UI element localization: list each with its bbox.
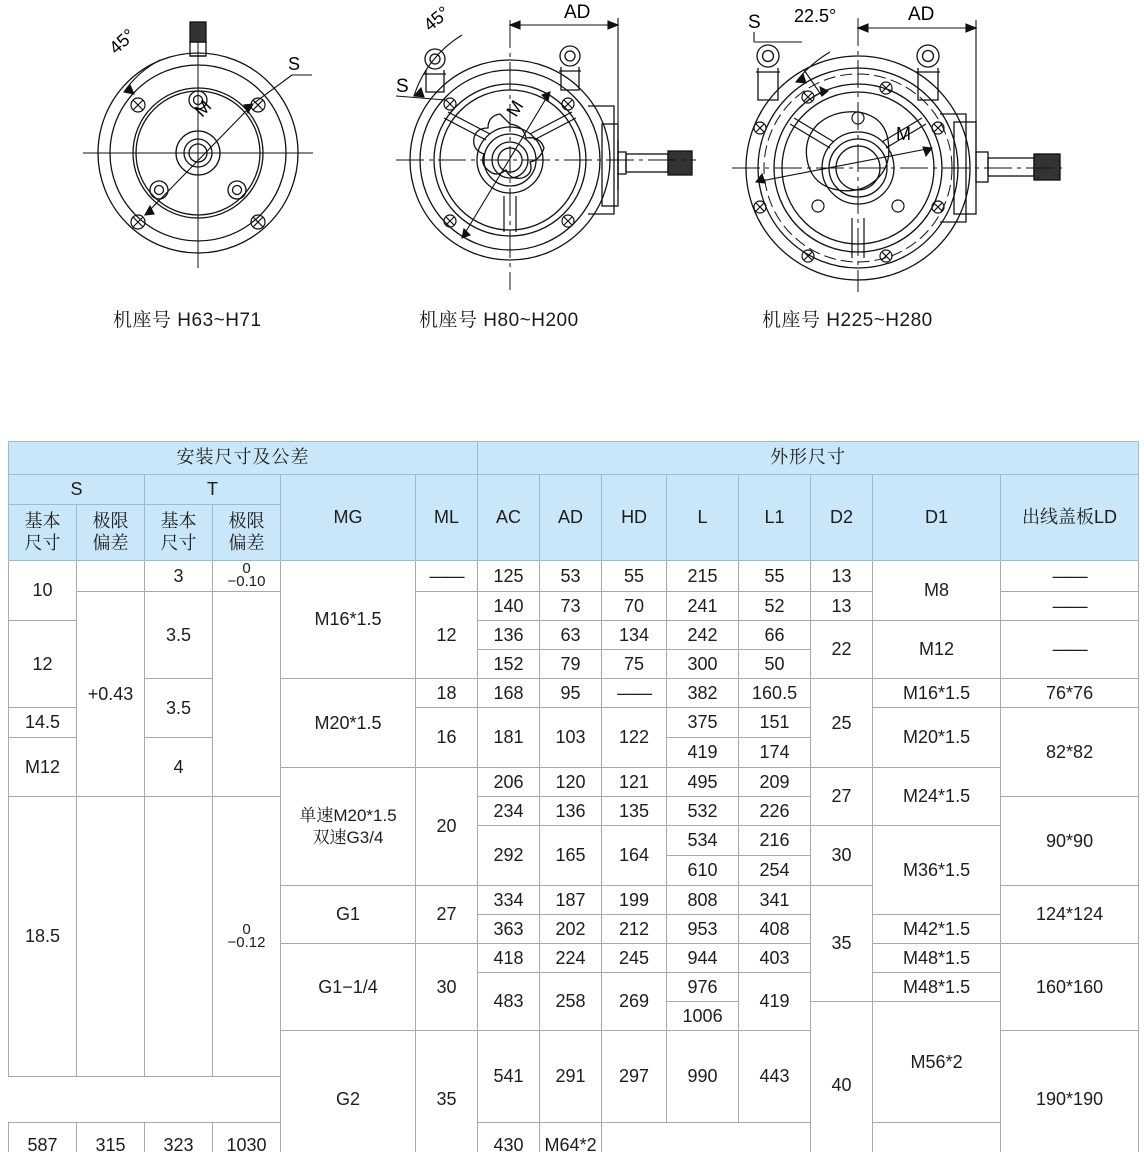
- cell-d2: 27: [811, 768, 873, 826]
- angle-label-225: 22.5°: [794, 6, 837, 26]
- cell-d1: M20*1.5: [873, 708, 1001, 768]
- cell-l1: 50: [739, 650, 811, 679]
- cell-d2: 13: [811, 561, 873, 592]
- cell-l1: 443: [739, 1031, 811, 1123]
- cell-l: 419: [667, 738, 739, 768]
- cell-l1: 254: [739, 856, 811, 886]
- cell-ac: 363: [478, 915, 540, 944]
- header-ad: AD: [540, 475, 602, 561]
- caption-h63-h71: 机座号 H63~H71: [113, 310, 262, 331]
- cell-ad: 103: [540, 708, 602, 768]
- cell-s-basic: M12: [9, 738, 77, 797]
- cell-d1: M48*1.5: [873, 944, 1001, 973]
- header-ml: ML: [416, 475, 478, 561]
- cell-d2: 30: [811, 826, 873, 886]
- header-row-st: [9, 475, 1139, 505]
- cell-l: 215: [667, 561, 739, 592]
- cell-ad: 291: [540, 1031, 602, 1123]
- header-s-basic: 基本 尺寸: [9, 505, 77, 561]
- cell-l1: 341: [739, 886, 811, 915]
- header-outline-dims: 外形尺寸: [478, 442, 1139, 475]
- cell-ac: 541: [478, 1031, 540, 1123]
- cell-s-basic: 10: [9, 561, 77, 621]
- cell-ac: 418: [478, 944, 540, 973]
- cell-hd: 135: [602, 797, 667, 826]
- cell-ml: 20: [416, 768, 478, 886]
- cell-ac: 140: [478, 592, 540, 621]
- cell-l1: 55: [739, 561, 811, 592]
- cell-mg: G2: [281, 1031, 416, 1152]
- cell-hd: 323: [145, 1123, 213, 1152]
- cell-l: 534: [667, 826, 739, 856]
- cell-l: 300: [667, 650, 739, 679]
- header-l1: L1: [739, 475, 811, 561]
- cell-ac: 168: [478, 679, 540, 708]
- cell-l1: 66: [739, 621, 811, 650]
- cell-t-basic: 4: [145, 738, 213, 797]
- cell-l1: 160.5: [739, 679, 811, 708]
- cell-l: 375: [667, 708, 739, 738]
- cell-d1: M36*1.5: [873, 826, 1001, 915]
- figure-h225-h280: [718, 0, 1068, 300]
- cell-l: 808: [667, 886, 739, 915]
- cell-l1: 216: [739, 826, 811, 856]
- cell-l1: 403: [739, 944, 811, 973]
- cell-ad: 187: [540, 886, 602, 915]
- cell-d2: 22: [811, 621, 873, 679]
- cell-ad: 79: [540, 650, 602, 679]
- label-ad: AD: [564, 2, 591, 23]
- cell-s-basic: 18.5: [9, 797, 77, 1077]
- header-l: L: [667, 475, 739, 561]
- cell-l: 495: [667, 768, 739, 797]
- cell-ac: 234: [478, 797, 540, 826]
- cell-mg: M20*1.5: [281, 679, 416, 768]
- cell-d1: M8: [873, 561, 1001, 621]
- cell-ml: 18: [416, 679, 478, 708]
- cell-ac: 136: [478, 621, 540, 650]
- cell-ac: 334: [478, 886, 540, 915]
- cell-d2: 13: [811, 592, 873, 621]
- caption-h80-h200: 机座号 H80~H200: [419, 310, 579, 331]
- cell-t-basic: [145, 797, 213, 1077]
- cell-d2: 25: [811, 679, 873, 768]
- cell-d1: M12: [873, 621, 1001, 679]
- cell-ac: 587: [9, 1123, 77, 1152]
- cell-t-tol: [213, 592, 281, 797]
- cell-ad: 258: [540, 973, 602, 1031]
- cell-hd: 75: [602, 650, 667, 679]
- cell-ld: ——: [1001, 592, 1139, 621]
- cell-ld: 82*82: [1001, 708, 1139, 797]
- label-s: S: [748, 12, 761, 33]
- cell-d1: M24*1.5: [873, 768, 1001, 826]
- drawings-strip: [0, 0, 1144, 300]
- header-s-tolerance: 极限 偏差: [77, 505, 145, 561]
- figure-h63-h71: [60, 0, 360, 300]
- cell-hd: 269: [602, 973, 667, 1031]
- cell-d1: M16*1.5: [873, 679, 1001, 708]
- cell-l1: 209: [739, 768, 811, 797]
- cell-d2: 35: [811, 886, 873, 1002]
- cell-ac: 483: [478, 973, 540, 1031]
- cell-ml: 35: [416, 1031, 478, 1152]
- cell-d1: M56*2: [873, 1002, 1001, 1123]
- header-install-dims: 安装尺寸及公差: [9, 442, 478, 475]
- header-t-tolerance: 极限 偏差: [213, 505, 281, 561]
- cell-hd: 199: [602, 886, 667, 915]
- cell-mg: 单速M20*1.5 双速G3/4: [281, 768, 416, 886]
- figure-h80-h200: [378, 0, 708, 300]
- table-body: [9, 561, 1139, 1152]
- cell-l1: 52: [739, 592, 811, 621]
- cell-hd: 122: [602, 708, 667, 768]
- cell-s-tol: +0.43: [77, 592, 145, 797]
- cell-ac: 292: [478, 826, 540, 886]
- drawing-h63-h71: [60, 0, 360, 300]
- cell-ad: 315: [77, 1123, 145, 1152]
- cell-l1: 151: [739, 708, 811, 738]
- cell-ac: 206: [478, 768, 540, 797]
- table-head: [9, 442, 1139, 561]
- cell-d1: M64*2: [540, 1123, 602, 1152]
- header-row-groups: [9, 442, 1139, 475]
- cell-ad: 136: [540, 797, 602, 826]
- header-d2: D2: [811, 475, 873, 561]
- cell-ml: 27: [416, 886, 478, 944]
- header-d1: D1: [873, 475, 1001, 561]
- header-ac: AC: [478, 475, 540, 561]
- table-row: [9, 561, 1139, 592]
- cell-t-basic: 3: [145, 561, 213, 592]
- cell-s-basic: 12: [9, 621, 77, 708]
- cell-hd: 134: [602, 621, 667, 650]
- cell-l: 1006: [667, 1002, 739, 1031]
- cell-ml: 16: [416, 708, 478, 768]
- cell-l: 1030: [213, 1123, 281, 1152]
- label-m: M: [190, 96, 216, 121]
- table-row: [9, 1123, 1139, 1152]
- label-ad: AD: [908, 4, 935, 25]
- cell-ad: 53: [540, 561, 602, 592]
- figure-captions: [0, 305, 1144, 355]
- cell-ld: ——: [1001, 621, 1139, 679]
- label-s: S: [396, 76, 409, 97]
- cell-s-basic: 14.5: [9, 708, 77, 738]
- cell-t-tol: 0 −0.12: [213, 797, 281, 1077]
- label-m: M: [896, 124, 911, 144]
- cell-t-tol: 0 −0.10: [213, 561, 281, 592]
- cell-d1: M42*1.5: [873, 915, 1001, 944]
- cell-l1: 408: [739, 915, 811, 944]
- cell-l1: 174: [739, 738, 811, 768]
- cell-mg: G1−1/4: [281, 944, 416, 1031]
- cell-s-tol: [77, 561, 145, 592]
- table-row: [9, 679, 1139, 708]
- header-t: T: [145, 475, 281, 505]
- cell-ac: 181: [478, 708, 540, 768]
- label-s: S: [288, 54, 301, 74]
- cell-hd: 55: [602, 561, 667, 592]
- header-t-basic: 基本 尺寸: [145, 505, 213, 561]
- cell-ml: 12: [416, 592, 478, 679]
- header-mg: MG: [281, 475, 416, 561]
- cell-ld: 190*190: [1001, 1031, 1139, 1152]
- angle-label-45: 45°: [419, 2, 454, 36]
- cell-hd: ——: [602, 679, 667, 708]
- cell-l1: 430: [478, 1123, 540, 1152]
- header-hd: HD: [602, 475, 667, 561]
- cell-l: 382: [667, 679, 739, 708]
- cell-l: 532: [667, 797, 739, 826]
- cell-hd: 245: [602, 944, 667, 973]
- cell-ld: 160*160: [1001, 944, 1139, 1031]
- cell-ld: ——: [1001, 561, 1139, 592]
- cell-d1: M48*1.5: [873, 973, 1001, 1002]
- cell-ml: ——: [416, 561, 478, 592]
- cell-l: 242: [667, 621, 739, 650]
- cell-ld: 124*124: [1001, 886, 1139, 944]
- cell-ld: 90*90: [1001, 797, 1139, 886]
- drawing-h80-h200: [378, 0, 708, 300]
- caption-h225-h280: 机座号 H225~H280: [762, 310, 933, 331]
- cell-hd: 164: [602, 826, 667, 886]
- cell-hd: 70: [602, 592, 667, 621]
- spec-table-wrapper: [8, 441, 1138, 1152]
- cell-ad: 63: [540, 621, 602, 650]
- spec-table: [8, 441, 1139, 1152]
- cell-ad: 73: [540, 592, 602, 621]
- cell-ac: 125: [478, 561, 540, 592]
- cell-ad: 95: [540, 679, 602, 708]
- cell-hd: 297: [602, 1031, 667, 1123]
- cell-l: 976: [667, 973, 739, 1002]
- cell-l: 610: [667, 856, 739, 886]
- cell-ad: 165: [540, 826, 602, 886]
- cell-mg: G1: [281, 886, 416, 944]
- cell-l: 241: [667, 592, 739, 621]
- header-ld: 出线盖板LD: [1001, 475, 1139, 561]
- angle-label-45: 45°: [105, 24, 139, 58]
- cell-hd: 212: [602, 915, 667, 944]
- cell-ad: 224: [540, 944, 602, 973]
- cell-ad: 202: [540, 915, 602, 944]
- cell-l1: 226: [739, 797, 811, 826]
- cell-hd: 121: [602, 768, 667, 797]
- cell-ml: 30: [416, 944, 478, 1031]
- cell-ad: 120: [540, 768, 602, 797]
- cell-s-tol: [77, 797, 145, 1077]
- cell-l: 990: [667, 1031, 739, 1123]
- header-s: S: [9, 475, 145, 505]
- label-m: M: [502, 96, 528, 121]
- cell-ac: 152: [478, 650, 540, 679]
- cell-t-basic: 3.5: [145, 592, 213, 679]
- cell-l: 953: [667, 915, 739, 944]
- cell-t-basic: 3.5: [145, 679, 213, 738]
- cell-ld: 76*76: [1001, 679, 1139, 708]
- drawing-h225-h280: [718, 0, 1068, 300]
- cell-d2: 40: [811, 1002, 873, 1152]
- cell-l1: 419: [739, 973, 811, 1031]
- cell-l: 944: [667, 944, 739, 973]
- cell-mg: M16*1.5: [281, 561, 416, 679]
